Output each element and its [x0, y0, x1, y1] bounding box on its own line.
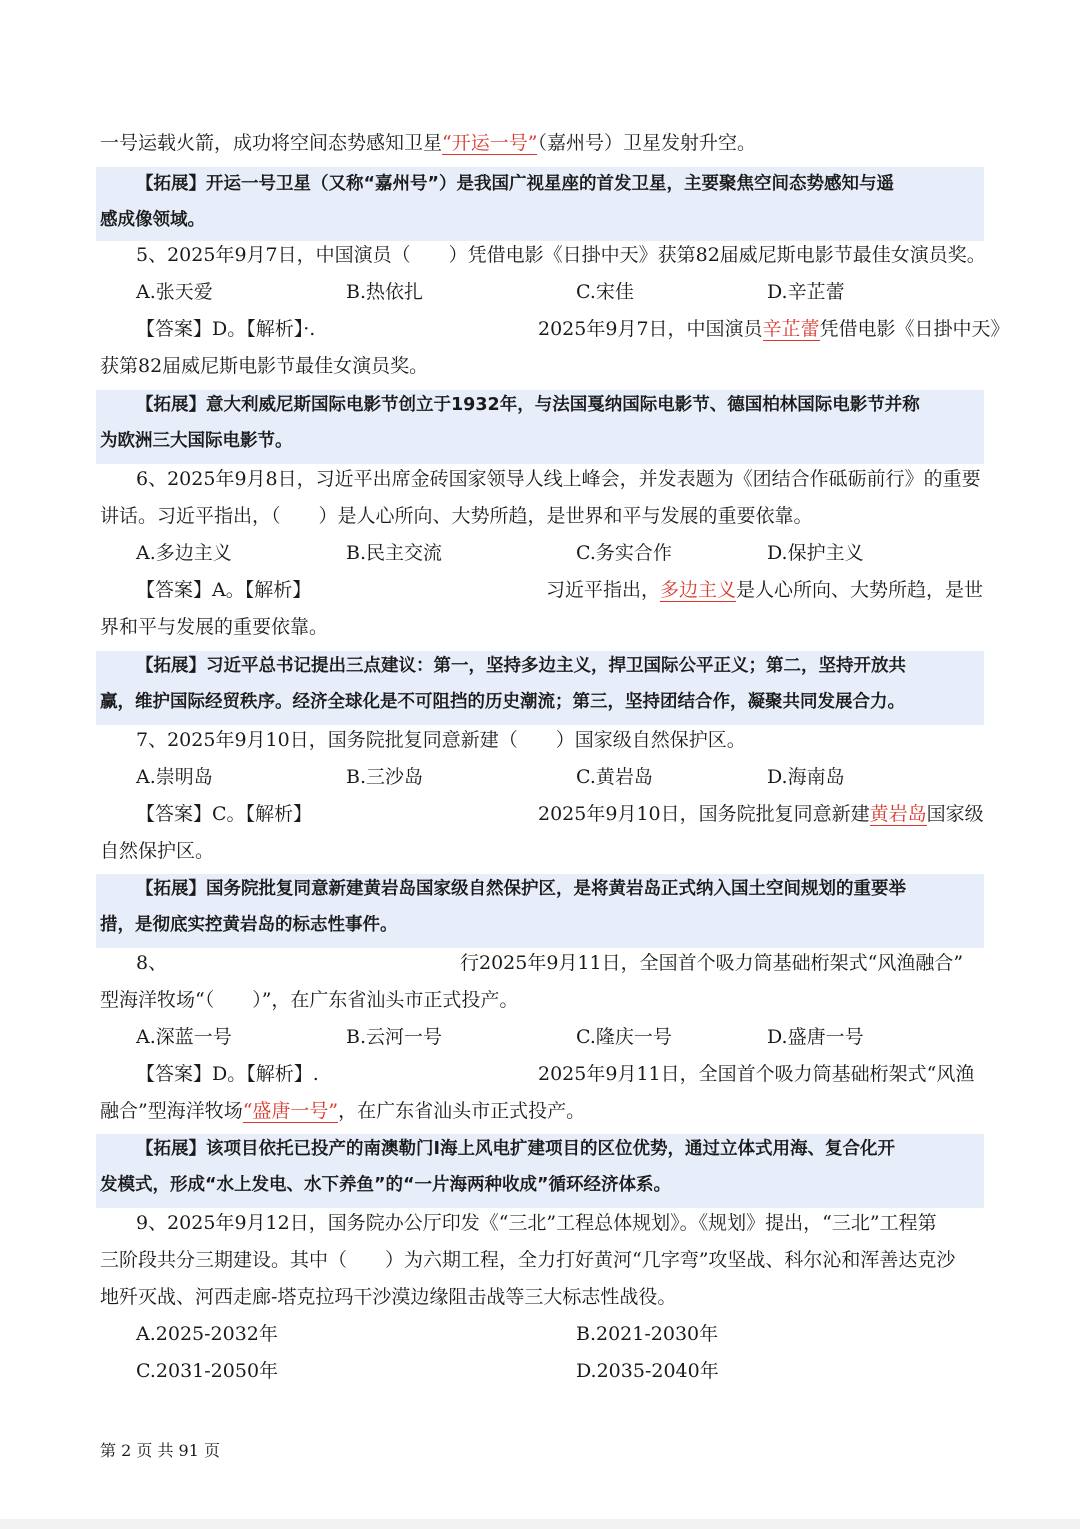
extension-line: 发模式，形成“水上发电、水下养鱼”的“一片海两种收成”循环经济体系。: [100, 1175, 672, 1195]
option-d: D.2035-2040年: [576, 1360, 719, 1382]
analysis-text: 2025年9月7日，中国演员: [538, 318, 763, 340]
option-d: D.盛唐一号: [767, 1026, 864, 1048]
option-c: C.宋佳: [576, 281, 634, 303]
intro-line: [100, 130, 756, 156]
option-a: A.崇明岛: [136, 766, 213, 788]
option-b: B.民主交流: [346, 542, 443, 564]
highlight-answer: 辛芷蕾: [762, 318, 820, 340]
question-stem: 讲话。习近平指出，（ ）是人心所向、大势所趋，是世界和平与发展的重要依靠。: [100, 505, 813, 527]
question-stem: 三阶段共分三期建设。其中（ ）为六期工程，全力打好黄河“几字弯”攻坚战、科尔沁和浑善达克沙: [100, 1249, 956, 1271]
question-stem: 行2025年9月11日，全国首个吸力筒基础桁架式“风渔融合”: [460, 952, 964, 974]
answer-label: 【答案】C。【解析】: [136, 803, 313, 825]
option-b: B.三沙岛: [346, 766, 424, 788]
extension-line: 感成像领域。: [100, 210, 205, 230]
analysis-text-end: 凭借电影《日掛中天》: [819, 318, 1010, 340]
extension-line: 【拓展】习近平总书记提出三点建议：第一，坚持多边主义，捍卫国际公平正义；第二，坚持开放共: [136, 656, 906, 676]
highlight-answer: 多边主义: [660, 579, 737, 601]
bottom-edge: [0, 1519, 1080, 1529]
answer-text: 【答案】D。【解析】: [136, 318, 304, 340]
option-a: A.2025-2032年: [136, 1323, 278, 1345]
analysis-line: 获第82届威尼斯电影节最佳女演员奖。: [100, 355, 429, 377]
analysis-line: 2025年9月11日，全国首个吸力筒基础桁架式“风渔: [538, 1063, 975, 1085]
question-stem: 7、2025年9月10日，国务院批复同意新建（ ）国家级自然保护区。: [136, 729, 746, 751]
analysis-line: [546, 577, 983, 603]
option-b: B.2021-2030年: [576, 1323, 719, 1345]
analysis-line: [538, 801, 984, 827]
option-c: C.务实合作: [576, 542, 672, 564]
question-number: 8、: [136, 952, 168, 974]
option-a: A.张天爱: [136, 281, 213, 303]
analysis-text-end: ，在广东省汕头市正式投产。: [338, 1100, 586, 1122]
page-footer: 第 2 页 共 91 页: [100, 1441, 220, 1460]
analysis-text-end: 是人心所向、大势所趋，是世: [736, 579, 984, 601]
answer-mark: ·.: [303, 318, 316, 340]
intro-text: 一号运载火箭，成功将空间态势感知卫星: [100, 132, 443, 154]
extension-line: 【拓展】国务院批复同意新建黄岩岛国家级自然保护区，是将黄岩岛正式纳入国土空间规划的重要举: [136, 879, 906, 899]
analysis-text: 融合”型海洋牧场: [100, 1100, 243, 1122]
extension-line: 赢，维护国际经贸秩序。经济全球化是不可阻挡的历史潮流；第三，坚持团结合作，凝聚共同发展合力。: [100, 692, 905, 712]
extension-box: [96, 167, 984, 241]
option-c: C.2031-2050年: [136, 1360, 279, 1382]
question-stem: 5、2025年9月7日，中国演员（ ）凭借电影《日掛中天》获第82届威尼斯电影节最佳女演员奖。: [136, 244, 986, 266]
highlight-answer: “开运一号”: [442, 132, 538, 154]
intro-text-end: （嘉州号）卫星发射升空。: [537, 132, 756, 154]
analysis-line: [538, 316, 1010, 342]
extension-line: 【拓展】意大利威尼斯国际电影节创立于1932年，与法国戛纳国际电影节、德国柏林国际电影节并称: [136, 395, 920, 415]
option-c: C.隆庆一号: [576, 1026, 672, 1048]
answer-label: [136, 1061, 319, 1087]
answer-label: [136, 316, 315, 342]
extension-box: [96, 651, 984, 725]
option-b: B.云河一号: [346, 1026, 443, 1048]
extension-line: 措，是彻底实控黄岩岛的标志性事件。: [100, 915, 398, 935]
analysis-line: [100, 1098, 585, 1124]
analysis-text-end: 国家级: [926, 803, 984, 825]
extension-line: 【拓展】该项目依托已投产的南澳勒门Ⅰ海上风电扩建项目的区位优势，通过立体式用海、复合化开: [136, 1139, 896, 1159]
question-stem: 型海洋牧场“（ ）”，在广东省汕头市正式投产。: [100, 989, 519, 1011]
highlight-answer: “盛唐一号”: [242, 1100, 339, 1122]
option-a: A.多边主义: [136, 542, 232, 564]
highlight-answer: 黄岩岛: [869, 803, 927, 825]
analysis-line: 自然保护区。: [100, 840, 215, 862]
extension-box: [96, 874, 984, 948]
extension-line: 为欧洲三大国际电影节。: [100, 431, 293, 451]
extension-line: 【拓展】开运一号卫星（又称“嘉州号”）是我国广视星座的首发卫星，主要聚焦空间态势感知与遥: [136, 174, 894, 194]
option-d: D.辛芷蕾: [767, 281, 845, 303]
question-stem: 地歼灭战、河西走廊-塔克拉玛干沙漠边缘阻击战等三大标志性战役。: [100, 1286, 677, 1308]
extension-box: [96, 390, 984, 464]
question-stem: 6、2025年9月8日，习近平出席金砖国家领导人线上峰会，并发表题为《团结合作砥砺前行》的重要: [136, 468, 981, 490]
analysis-text: 习近平指出，: [546, 579, 661, 601]
analysis-line: 界和平与发展的重要依靠。: [100, 616, 329, 638]
extension-box: [96, 1134, 984, 1208]
option-b: B.热依扎: [346, 281, 424, 303]
analysis-text: 2025年9月10日，国务院批复同意新建: [538, 803, 870, 825]
answer-mark: .: [312, 1063, 319, 1085]
option-c: C.黄岩岛: [576, 766, 653, 788]
option-a: A.深蓝一号: [136, 1026, 232, 1048]
answer-label: 【答案】A。【解析】: [136, 579, 312, 601]
question-stem: 9、2025年9月12日，国务院办公厅印发《“三北”工程总体规划》。《规划》提出，“三北”工程第: [136, 1212, 937, 1234]
option-d: D.保护主义: [767, 542, 864, 564]
answer-text: 【答案】D。【解析】: [136, 1063, 313, 1085]
option-d: D.海南岛: [767, 766, 845, 788]
